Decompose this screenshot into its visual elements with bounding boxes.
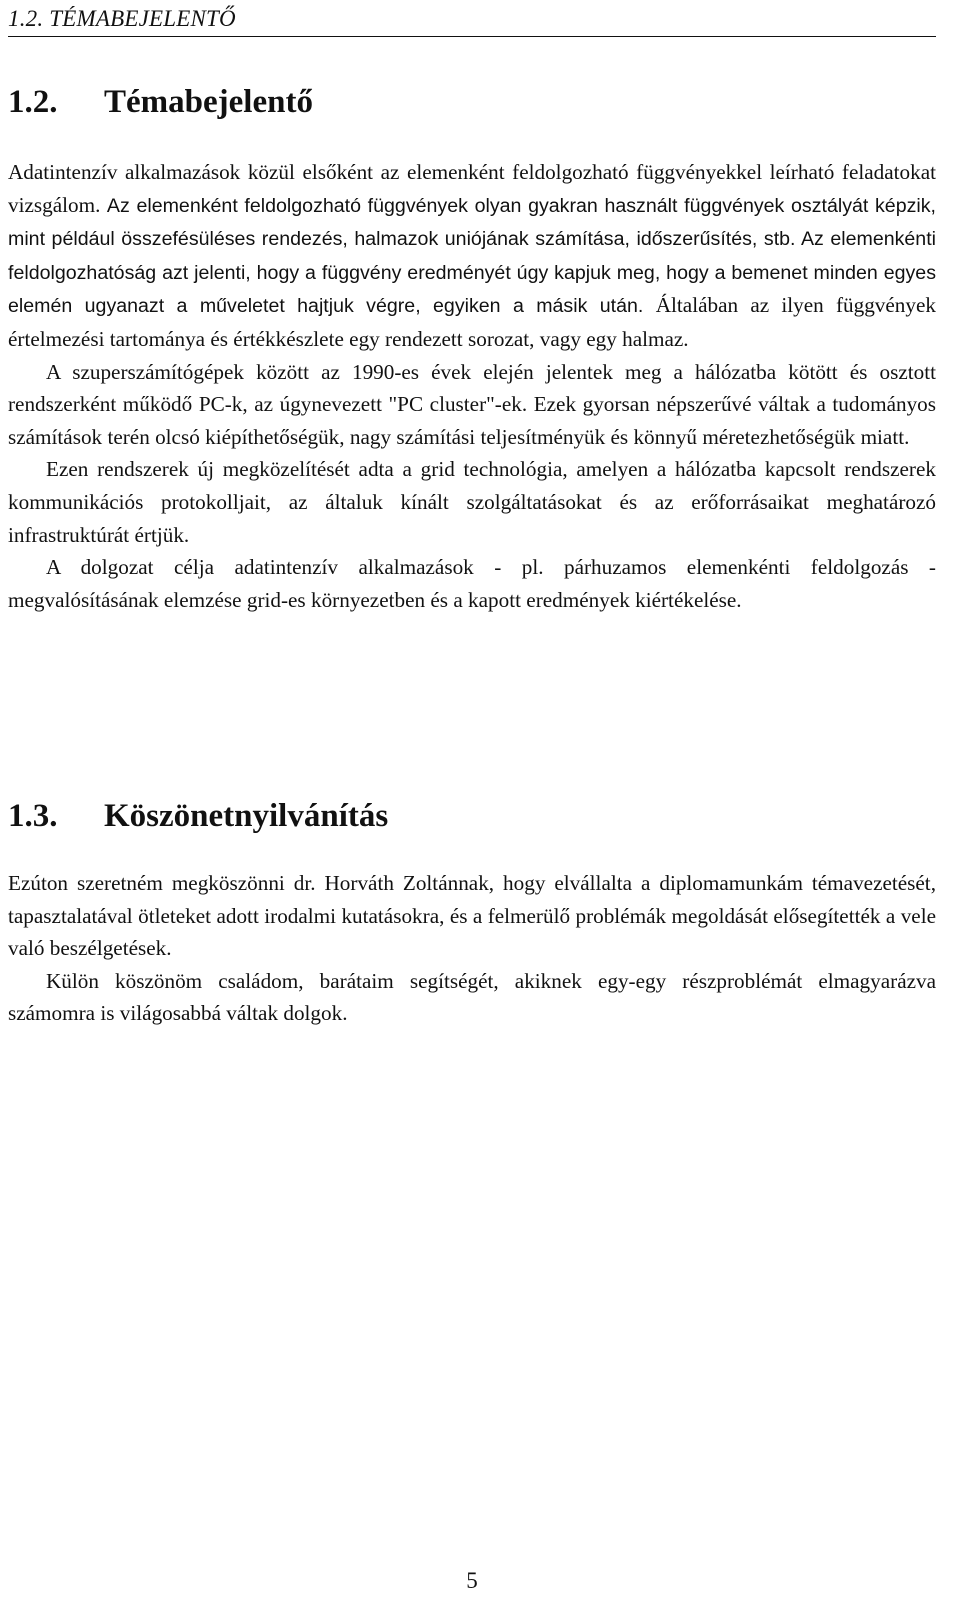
section-title-text: Köszönetnyilvánítás bbox=[104, 798, 389, 834]
section-body-temabejelento bbox=[8, 156, 936, 616]
paragraph-thanks-family: Külön köszönöm családom, barátaim segítségét, akiknek egy-egy részproblémát elmagyarázva számomra is világosabbá váltak dolgok. bbox=[8, 968, 936, 1026]
paragraph-thanks-supervisor: Ezúton szeretném megköszönni dr. Horváth Zoltánnak, hogy elvállalta a diplomamunkám témavezetését, tapasztalatával ötleteket adott irodalmi kutatásokra, és a felmerülő problémák megoldását elősegítették a vele való beszélgetések. bbox=[8, 871, 936, 961]
page-number: 5 bbox=[466, 1568, 478, 1593]
section-title-text: Témabejelentő bbox=[104, 84, 313, 120]
section-number: 1.2. bbox=[8, 84, 58, 120]
paragraph-intro-sans-part: Az elemenként feldolgozható függvények olyan gyakran használt függvények osztályát képzik, mint például összefésüléses rendezés, halmazok uniójának számítása, időszerűsítés, stb. Az elemenkénti feldolgozhatóság azt jelenti, hogy a függvény eredményét úgy kapjuk meg, hogy a bemenet minden egyes elemén ugyanazt a műveletet hajtjuk végre, egyiken a másik után. bbox=[8, 194, 936, 318]
paragraph-grid-technology: Ezen rendszerek új megközelítését adta a grid technológia, amelyen a hálózatba kapcsolt rendszerek kommunikációs protokolljait, az általuk kínált szolgáltatásokat és az erőforrásaikat meghatározó infrastruktúrát értjük. bbox=[8, 457, 936, 547]
paragraph-intro bbox=[8, 156, 936, 356]
section-number: 1.3. bbox=[8, 798, 58, 834]
running-header: 1.2. TÉMABEJELENTŐ bbox=[8, 6, 236, 31]
paragraph-intro-serif-end: Általában az ilyen függvények értelmezési tartománya és értékkészlete egy rendezett sorozat, vagy egy halmaz. bbox=[8, 293, 936, 351]
paragraph-thesis-goal: A dolgozat célja adatintenzív alkalmazások - pl. párhuzamos elemenkénti feldolgozás - megvalósításának elemzése grid-es környezetben és a kapott eredmények kiértékelése. bbox=[8, 555, 936, 612]
section-heading-temabejelento bbox=[8, 84, 313, 121]
header-rule bbox=[8, 36, 936, 37]
section-body-koszonetnyilvanitas bbox=[8, 867, 936, 1030]
paragraph-intro-serif-start: Adatintenzív alkalmazások közül elsőként az elemenként feldolgozható függvényekkel leírható feladatokat vizsgálom. bbox=[8, 160, 936, 217]
document-page bbox=[8, 0, 936, 1607]
section-heading-koszonetnyilvanitas bbox=[8, 798, 388, 835]
paragraph-pc-cluster: A szuperszámítógépek között az 1990-es évek elején jelentek meg a hálózatba kötött és osztott rendszerként működő PC-k, az úgynevezett "PC cluster"-ek. Ezek gyorsan népszerűvé váltak a tudományos számítások terén olcsó kiépíthetőségük, nagy számítási teljesítményük és könnyű méretezhetőségük miatt. bbox=[8, 359, 936, 449]
